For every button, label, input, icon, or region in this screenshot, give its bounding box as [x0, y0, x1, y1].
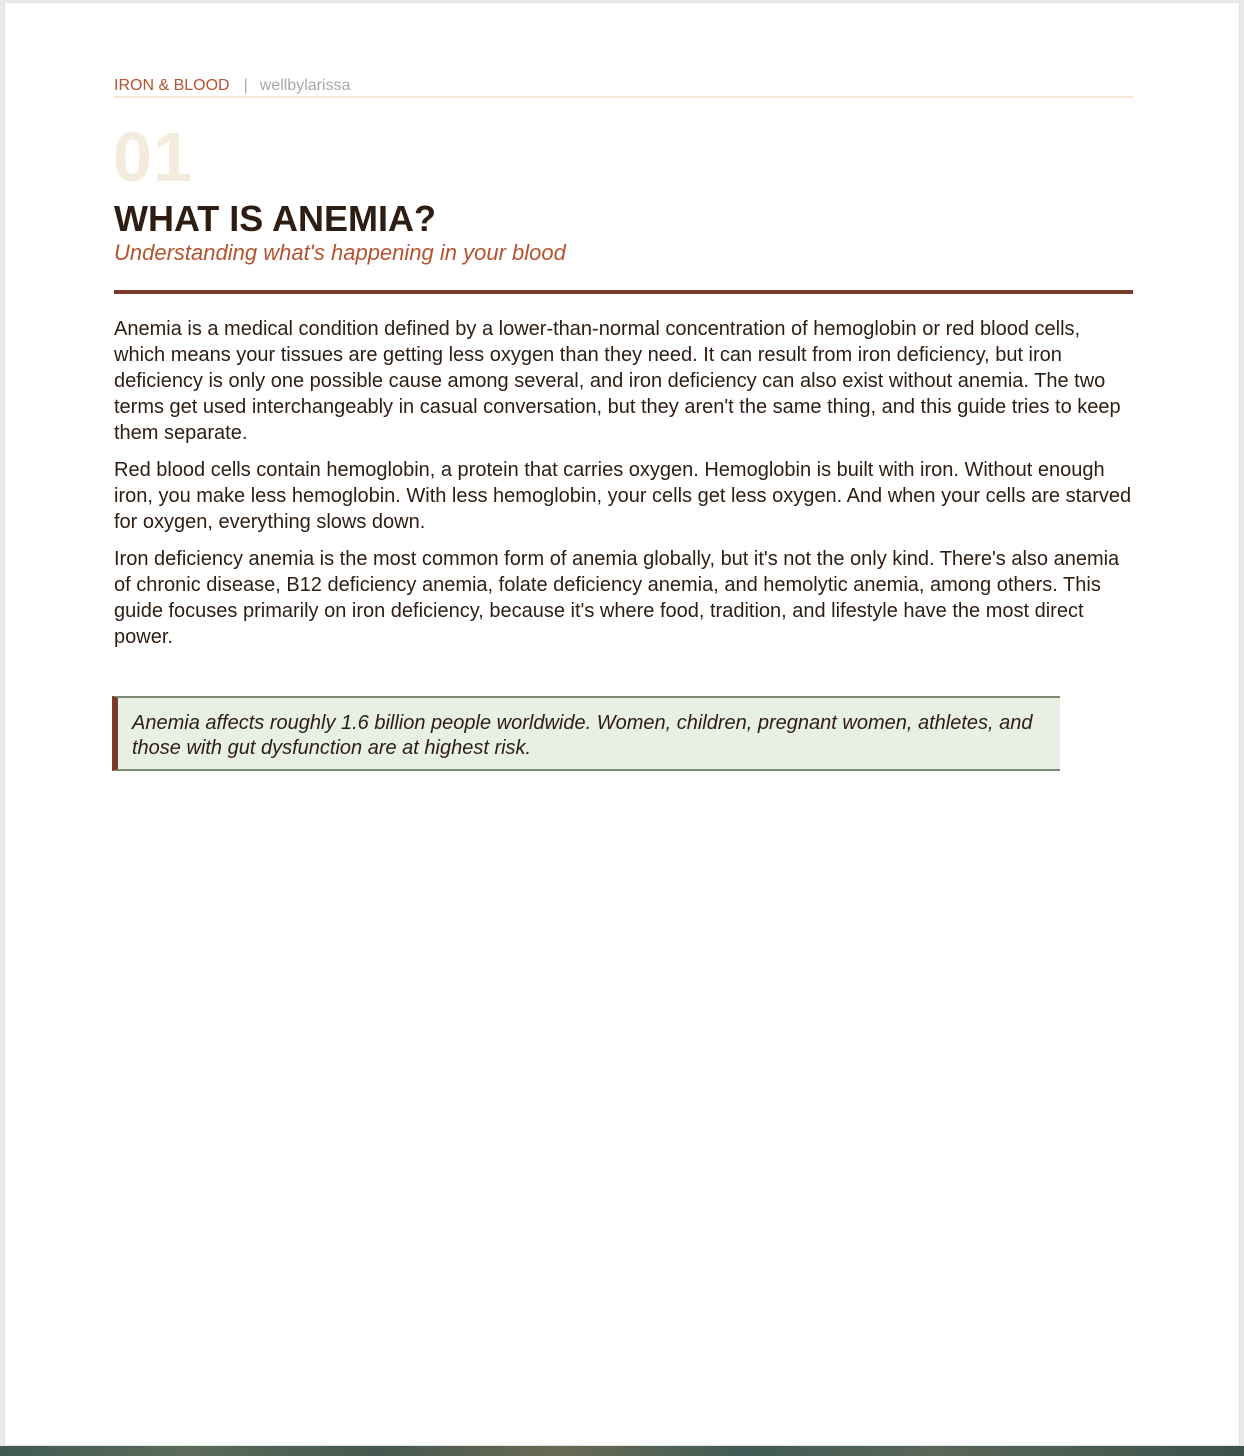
- body-paragraph: Red blood cells contain hemoglobin, a protein that carries oxygen. Hemoglobin is built with iron. Without enough iron, you make less hemoglobin. With less hemoglobin, your cells get less oxygen. And when your cells are starved for oxygen, everything slows down.: [114, 459, 1132, 533]
- header-separator: |: [243, 77, 248, 94]
- chapter-title: WHAT IS ANEMIA?: [114, 198, 436, 239]
- chapter-subtitle: Understanding what's happening in your blood: [114, 240, 566, 265]
- running-header: [114, 76, 1133, 98]
- callout-box: [112, 696, 1060, 771]
- chapter-number: 01: [113, 118, 193, 196]
- title-divider: [114, 290, 1133, 294]
- body-paragraph: Iron deficiency anemia is the most common form of anemia globally, but it's not the only kind. There's also anemia of chronic disease, B12 deficiency anemia, folate deficiency anemia, and hemolytic anemia, among others. This guide focuses primarily on iron deficiency, because it's where food, tradition, and lifestyle have the most direct power.: [114, 548, 1120, 648]
- document-page: [4, 2, 1240, 1446]
- body-text: [114, 316, 1133, 661]
- body-paragraph: Anemia is a medical condition defined by a lower-than-normal concentration of hemoglobin or red blood cells, which means your tissues are getting less oxygen than they need. It can result from iron deficiency, but iron deficiency is only one possible cause among several, and iron deficiency can also exist without anemia. The two terms get used interchangeably in casual conversation, but they aren't the same thing, and this guide tries to keep them separate.: [114, 318, 1121, 444]
- callout-text: Anemia affects roughly 1.6 billion people worldwide. Women, children, pregnant women, athletes, and those with gut dysfunction are at highest risk.: [132, 712, 1033, 759]
- header-brand: IRON & BLOOD: [114, 77, 230, 94]
- header-site-name: wellbylarissa: [259, 77, 351, 94]
- bottom-image-strip: [0, 1446, 1244, 1456]
